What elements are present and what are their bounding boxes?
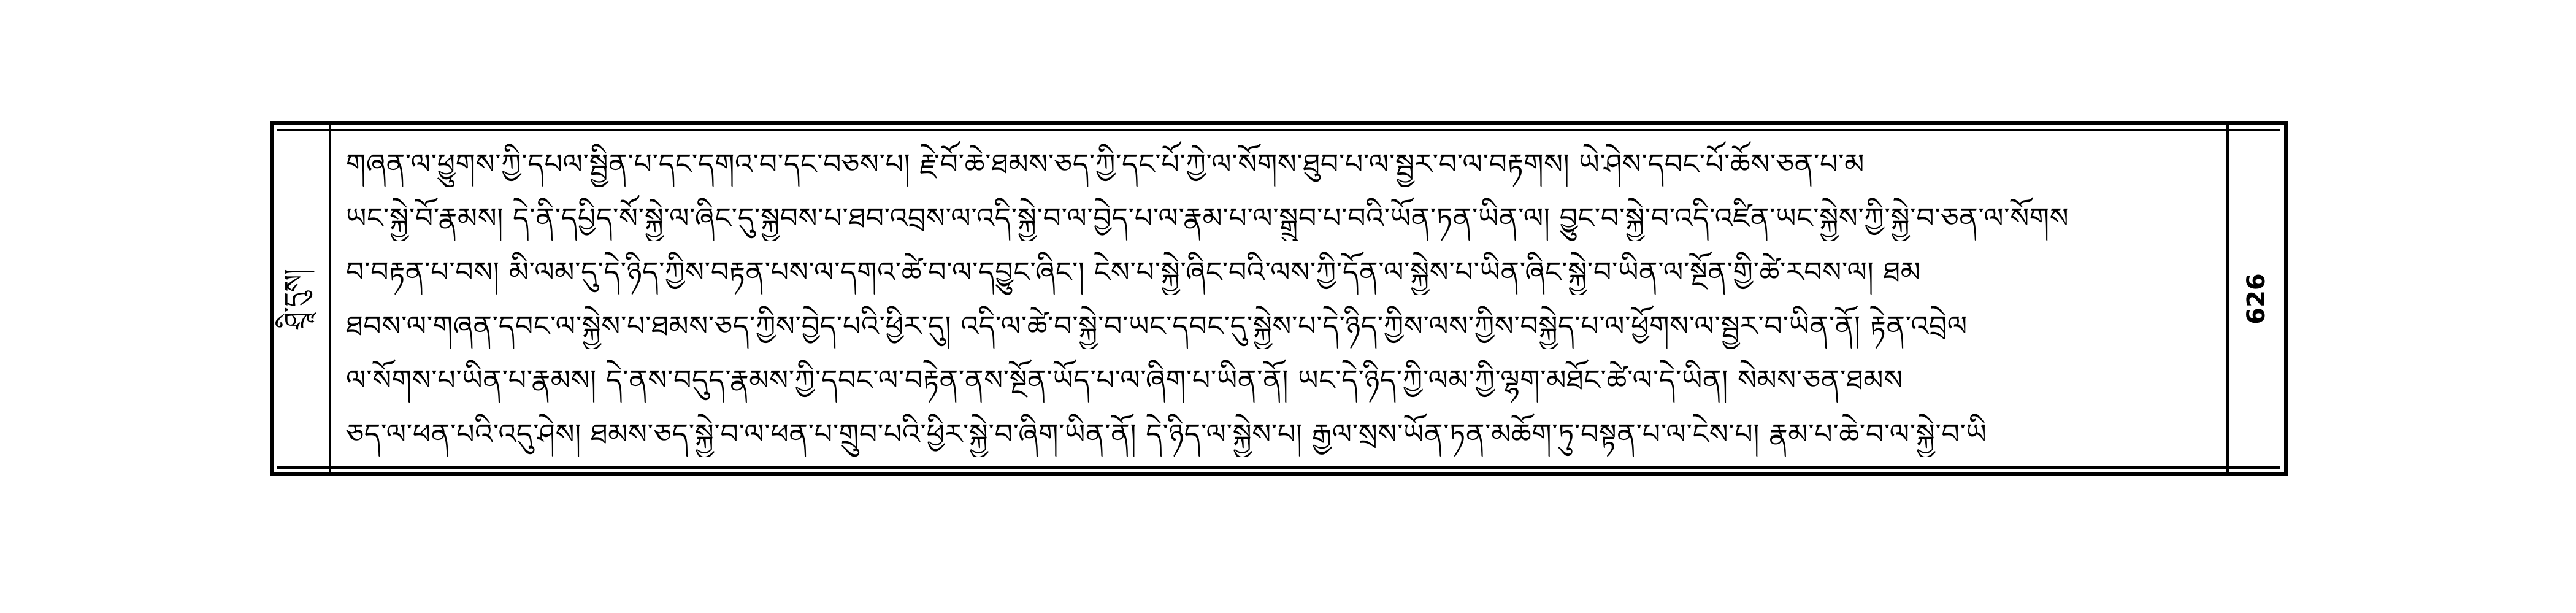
text-line-1: གཞན་ལ་ཕྱུགས་ཀྱི་དཔལ་སྦྱིན་པ་དང་དགའ་བ་དང་བཅས་པ། རྗེ་བོ་ཆེ་ཐམས་ཅད་ཀྱི་དང་པོ་ཀྱེ་ལ་སོགས་ཐུབ་པ་ལ་སྦྱར་བ་ལ་བརྟགས། ཡེ་ཤེས་དབང་པོ་ཆོས་ཅན་པ་མ bbox=[346, 147, 1865, 180]
text-line-4: ཐབས་ལ་གཞན་དབང་ལ་སྐྱེས་པ་ཐམས་ཅད་ཀྱིས་བྱེད་པའི་ཕྱིར་དུ། འདི་ལ་ཚེ་བ་སྐྱེ་བ་ཡང་དབང་དུ་སྐྱེས་པ་དེ་ཉིད་ཀྱིས་ལས་ཀྱིས་བསྐྱེད་པ་ལ་ཕྱོགས་ལ་སྦྱར་བ་ཡིན་ནོ། རྟེན་འབྲེལ bbox=[346, 309, 1968, 342]
text-line-3: བ་བརྟན་པ་བས། མི་ལམ་དུ་དེ་ཉིད་ཀྱིས་བརྟན་པས་ལ་དགའ་ཚེ་བ་ལ་དབྱུང་ཞིང་། ངེས་པ་སྐྱེ་ཞིང་བའི་ལས་ཀྱི་དོན་ལ་སྐྱེས་པ་ཡིན་ཞིང་སྐྱེ་བ་ཡིན་ལ་སྔོན་གྱི་ཚེ་རབས་ལ། ཐམ bbox=[346, 255, 1921, 288]
manuscript-folio bbox=[270, 121, 2288, 476]
text-line-2: ཡང་སྐྱེ་བོ་རྣམས། དེ་ནི་དཔྱིད་སོ་སྐྱེ་ལ་ཞིང་དུ་སྐྱབས་པ་ཐབ་འབྲས་ལ་འདི་སྐྱེ་བ་ལ་བྱེད་པ་ལ་རྣམ་པ་ལ་སྒྲུབ་པ་བའི་ཡོན་ཏན་ཡིན་ལ། བྱུང་བ་སྐྱེ་བ་འདི་འཛིན་ཡང་སྐྱེས་ཀྱི་སྐྱེ་བ་ཅན་ལ་སོགས bbox=[346, 201, 2069, 234]
text-line-6: ཅད་ལ་ཕན་པའི་འདུ་ཤེས། ཐམས་ཅད་སྐྱེ་བ་ལ་ཕན་པ་གྲུབ་པའི་ཕྱིར་སྐྱེ་བ་ཞིག་ཡིན་ནོ། དེ་ཉིད་ལ་སྐྱེས་པ། རྒྱལ་སྲས་ཡོན་ཏན་མཆོག་ཏུ་བསྟན་པ་ལ་ངེས་པ། རྣམ་པ་ཆེ་བ་ལ་སྐྱེ་བ་ཡི bbox=[346, 417, 1987, 450]
text-block bbox=[332, 135, 2225, 463]
page-number: 626 bbox=[2242, 273, 2271, 325]
margin-title: ཤྲཱི་དུས། bbox=[278, 269, 309, 329]
right-margin bbox=[2226, 125, 2284, 472]
left-margin bbox=[274, 125, 331, 472]
text-line-5: ལ་སོགས་པ་ཡིན་པ་རྣམས། དེ་ནས་བདུད་རྣམས་ཀྱི་དབང་ལ་བརྟེན་ནས་སྔོན་ཡོད་པ་ལ་ཞིག་པ་ཡིན་ནོ། ཡང་དེ་ཉིད་ཀྱི་ལམ་ཀྱི་ལྷག་མཐོང་ཚེ་ལ་དེ་ཡིན། སེམས་ཅན་ཐམས bbox=[346, 363, 1903, 396]
